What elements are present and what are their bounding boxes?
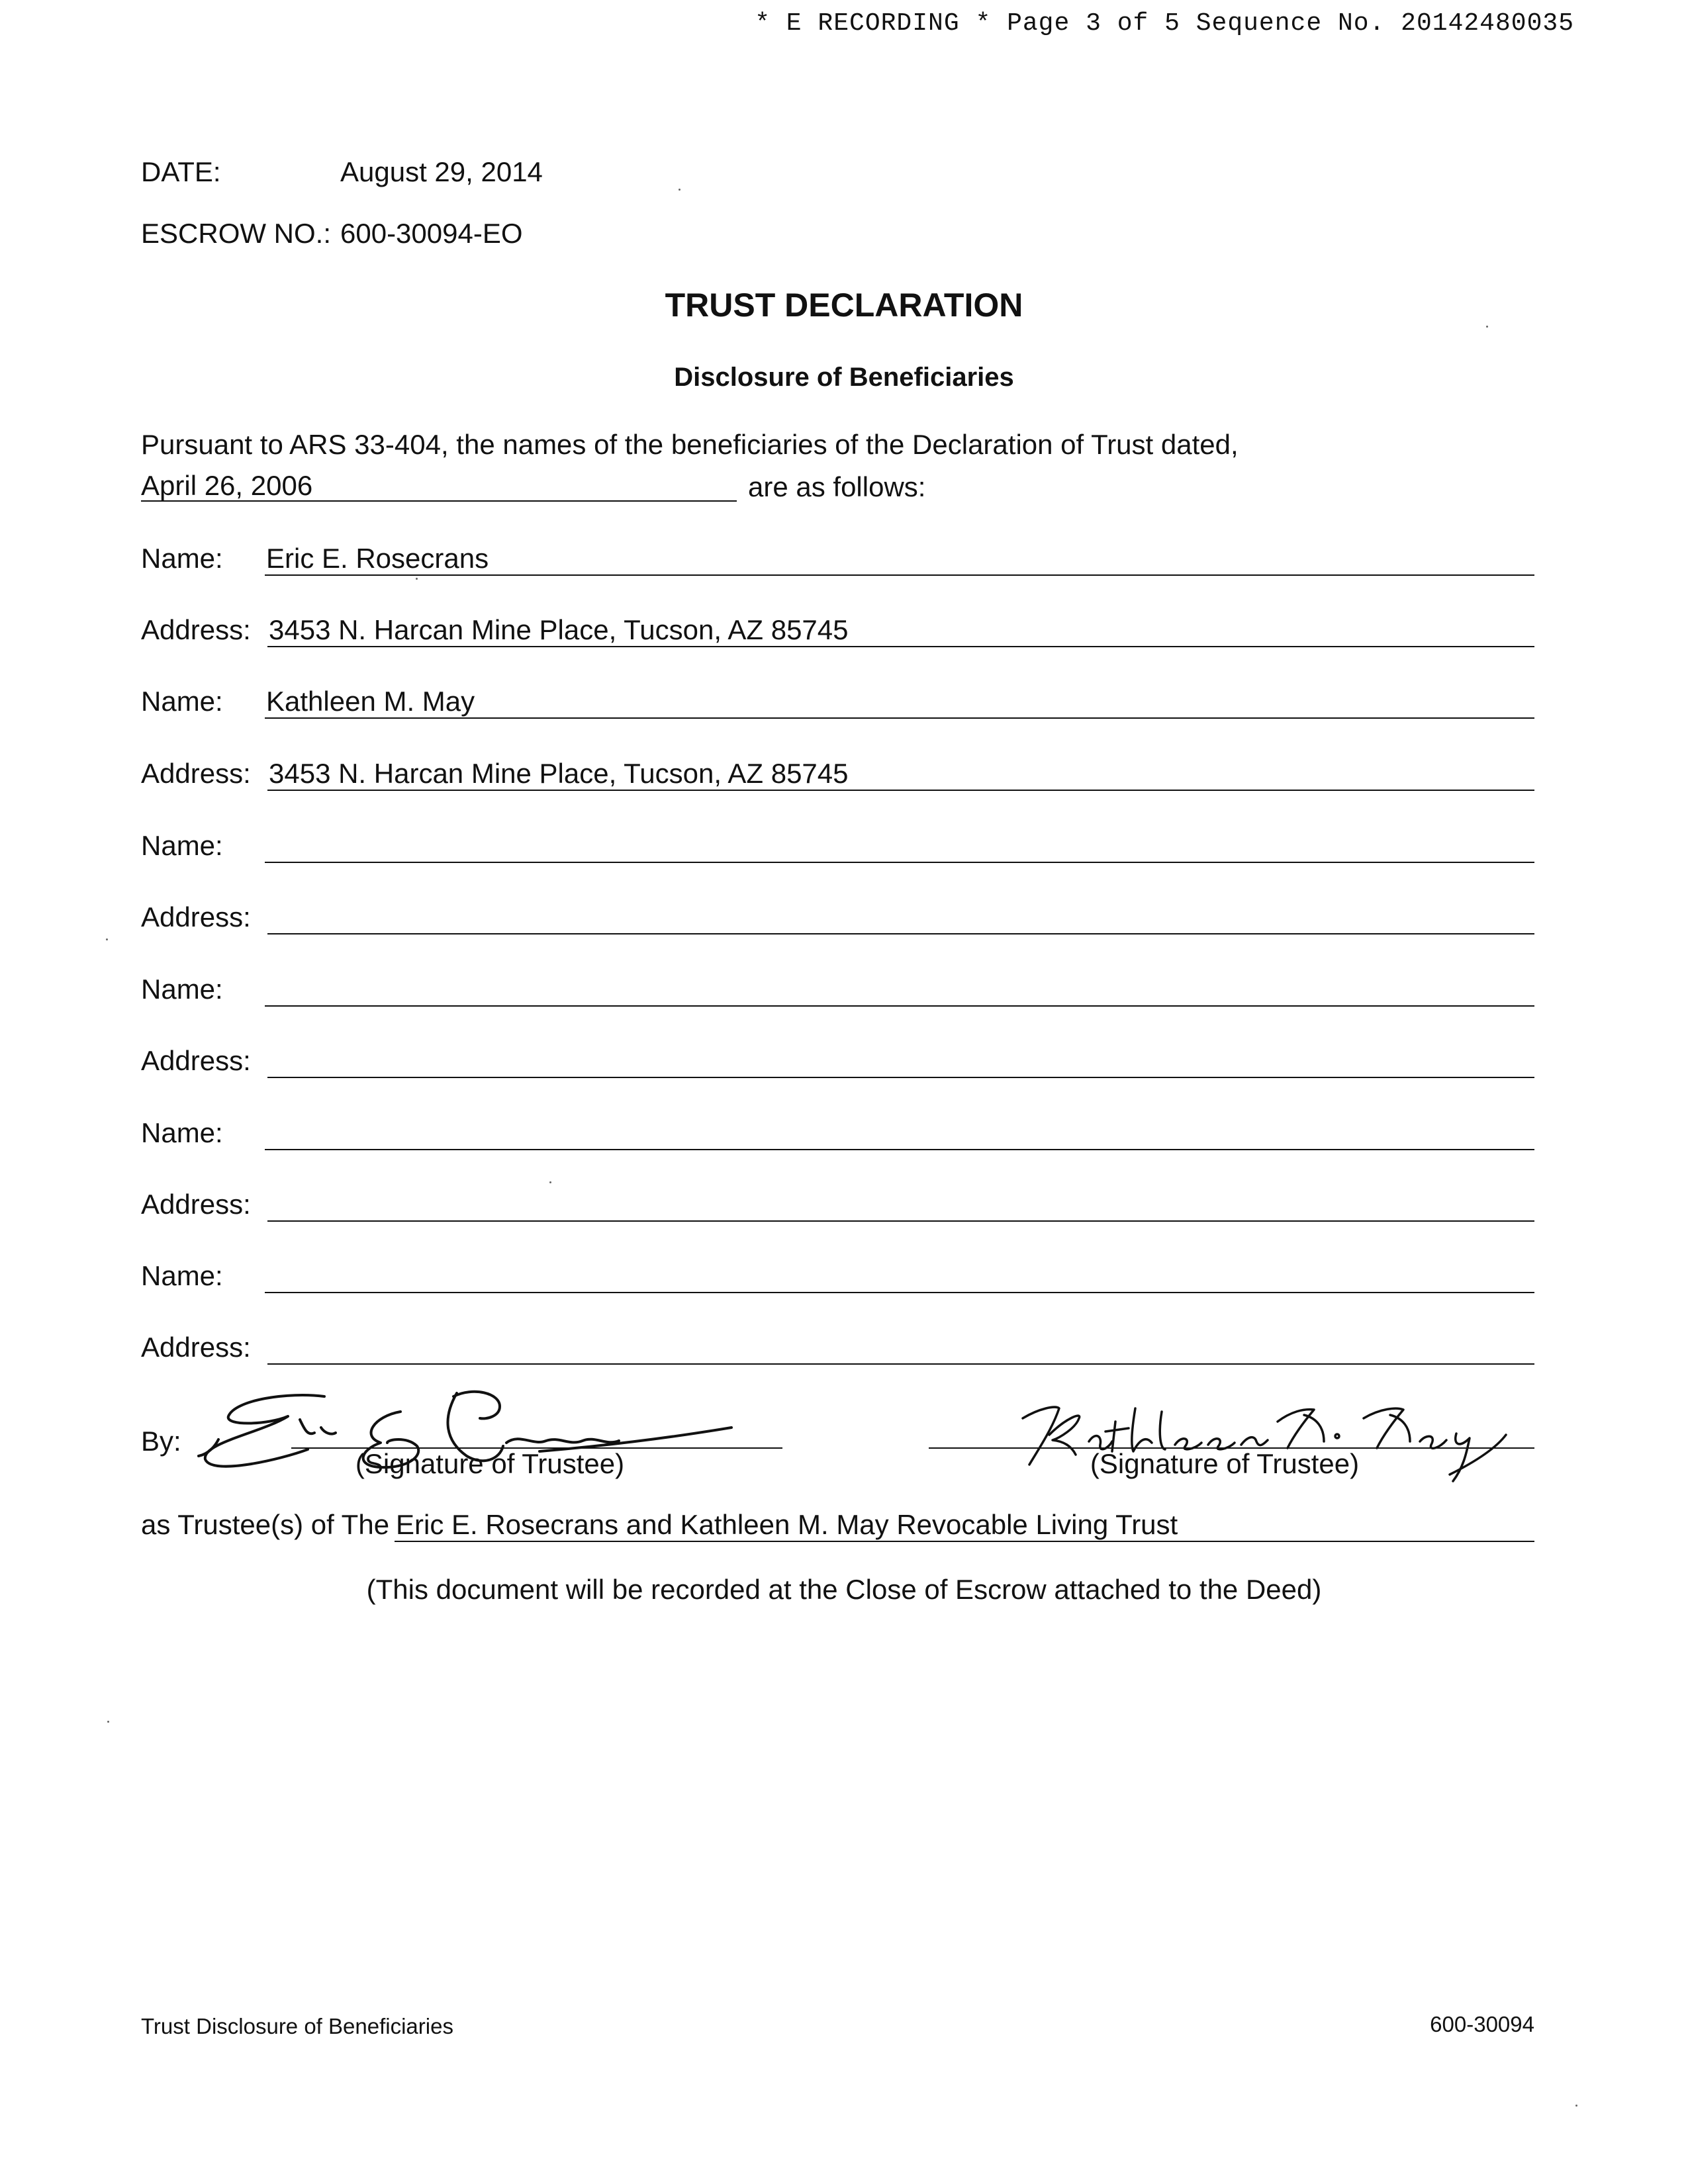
trust-name: Eric E. Rosecrans and Kathleen M. May Revocable Living Trust xyxy=(396,1509,1178,1540)
name-line xyxy=(265,1005,1534,1007)
beneficiary-address: 3453 N. Harcan Mine Place, Tucson, AZ 85745 xyxy=(269,758,849,789)
address-label: Address: xyxy=(141,614,251,645)
date-value: August 29, 2014 xyxy=(340,156,543,187)
name-line xyxy=(265,717,1534,719)
address-label: Address: xyxy=(141,901,251,933)
recording-header: * E RECORDING * Page 3 of 5 Sequence No. 20142480035 xyxy=(755,9,1574,38)
address-line xyxy=(267,1363,1534,1365)
beneficiary-name: Eric E. Rosecrans xyxy=(266,543,489,574)
address-label: Address: xyxy=(141,758,251,789)
intro-text: Pursuant to ARS 33-404, the names of the beneficiaries of the Declaration of Trust dated, xyxy=(141,429,1239,460)
date-label: DATE: xyxy=(141,156,221,187)
escrow-label: ESCROW NO.: xyxy=(141,218,332,249)
address-label: Address: xyxy=(141,1189,251,1220)
by-label: By: xyxy=(141,1426,181,1457)
footer-left: Trust Disclosure of Beneficiaries xyxy=(141,2014,453,2038)
name-label: Name: xyxy=(141,686,223,717)
scan-speck xyxy=(1575,2105,1577,2107)
trustee2-caption: (Signature of Trustee) xyxy=(1090,1448,1360,1479)
trust-name-line xyxy=(395,1541,1534,1542)
intro-suffix: are as follows: xyxy=(748,471,926,502)
name-line xyxy=(265,862,1534,863)
address-line xyxy=(267,933,1534,934)
trustee1-caption: (Signature of Trustee) xyxy=(355,1448,625,1479)
scan-speck xyxy=(1486,326,1488,328)
scan-speck xyxy=(679,189,680,191)
address-label: Address: xyxy=(141,1045,251,1076)
name-label: Name: xyxy=(141,543,223,574)
trust-label: as Trustee(s) of The xyxy=(141,1509,390,1540)
scan-speck xyxy=(416,578,418,580)
name-line xyxy=(265,574,1534,576)
beneficiary-name: Kathleen M. May xyxy=(266,686,475,717)
scan-speck xyxy=(549,1181,551,1183)
beneficiary-address: 3453 N. Harcan Mine Place, Tucson, AZ 85745 xyxy=(269,614,849,645)
footer-right: 600-30094 xyxy=(1430,2012,1534,2036)
address-line xyxy=(267,790,1534,791)
escrow-value: 600-30094-EO xyxy=(340,218,523,249)
scan-speck xyxy=(107,1721,109,1723)
name-label: Name: xyxy=(141,1117,223,1148)
name-line xyxy=(265,1149,1534,1150)
address-line xyxy=(267,646,1534,647)
recording-note: (This document will be recorded at the Close of Escrow attached to the Deed) xyxy=(366,1574,1322,1605)
document-subtitle: Disclosure of Beneficiaries xyxy=(674,363,1014,392)
name-label: Name: xyxy=(141,1260,223,1291)
address-line xyxy=(267,1220,1534,1222)
name-label: Name: xyxy=(141,974,223,1005)
name-line xyxy=(265,1292,1534,1293)
trust-date-value: April 26, 2006 xyxy=(141,470,313,501)
name-label: Name: xyxy=(141,830,223,861)
document-title: TRUST DECLARATION xyxy=(665,287,1023,324)
address-label: Address: xyxy=(141,1332,251,1363)
scan-speck xyxy=(106,938,108,940)
address-line xyxy=(267,1077,1534,1078)
